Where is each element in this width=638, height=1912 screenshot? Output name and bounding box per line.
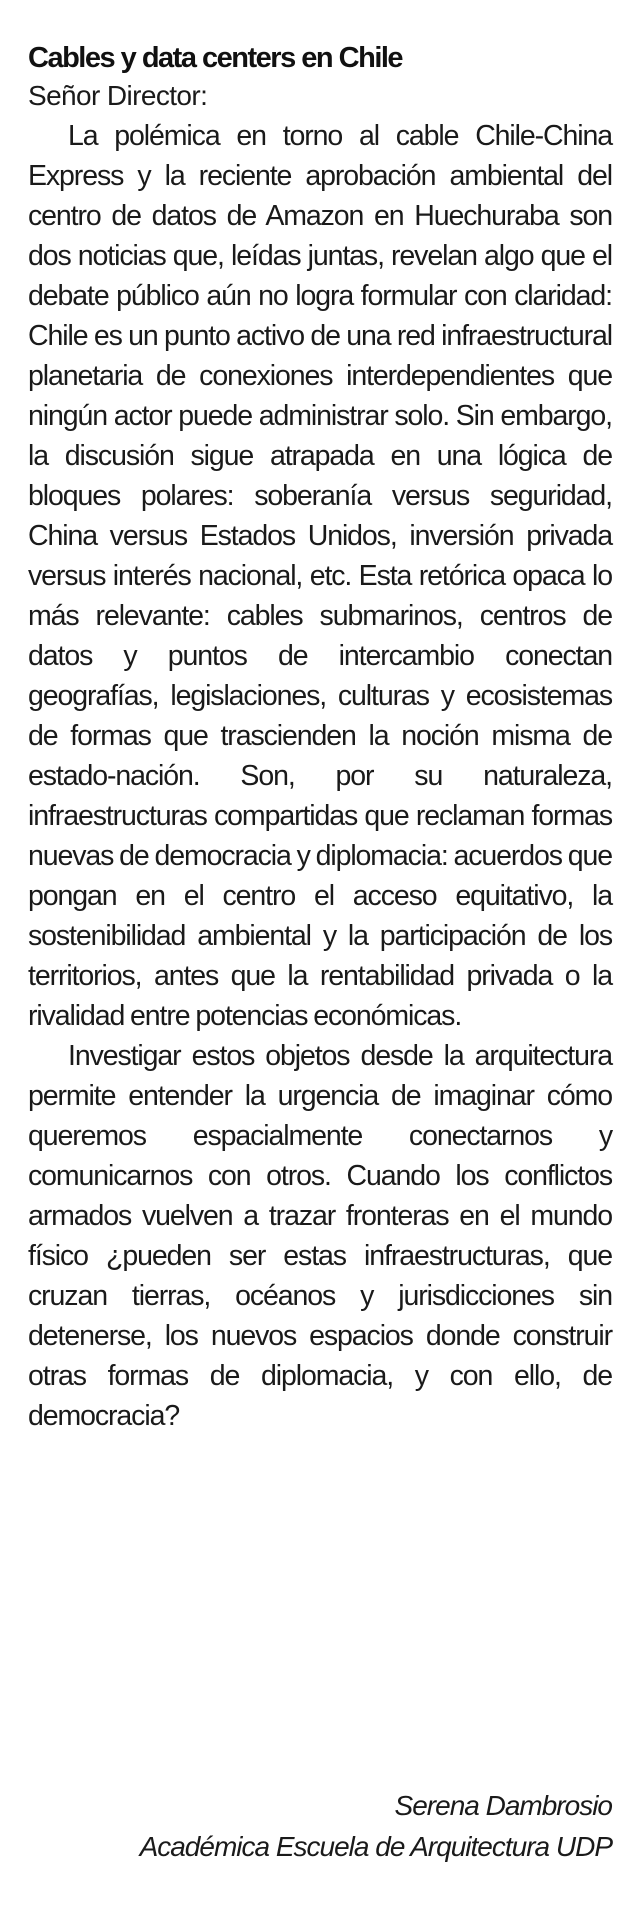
letter-paragraph-2: Investigar estos objetos desde la arquitectura permite entender la urgencia de imaginar cómo queremos espacialmente conectarnos y comunicarnos con otros. Cuando los conflictos armados vuelven a trazar fronteras en el mundo físico ¿pueden ser estas infraestructuras, que cruzan tierras, océanos y jurisdicciones sin detenerse, los nuevos espacios donde construir otras formas de diplomacia, y con ello, de democracia?	[28, 1040, 612, 1432]
letter-salutation: Señor Director:	[28, 80, 208, 111]
signature-block	[140, 1785, 612, 1867]
signature-name: Serena Dambrosio	[394, 1790, 612, 1821]
letter-headline: Cables y data centers en Chile	[28, 42, 403, 74]
letter-paragraph-1: La polémica en torno al cable Chile-China Express y la reciente aprobación ambiental del centro de datos de Amazon en Huechuraba son dos noticias que, leídas juntas, revelan algo que el debate público aún no logra formular con claridad: Chile es un punto activo de una red infraestructural planetaria de conexiones interdependientes que ningún actor puede administrar solo. Sin embargo, la discusión sigue atrapada en una lógica de bloques polares: soberanía versus seguridad, China versus Estados Unidos, inversión privada versus interés nacional, etc. Esta retórica opaca lo más relevante: cables submarinos, centros de datos y puntos de intercambio conectan geografías, legislaciones, culturas y ecosistemas de formas que trascienden la noción misma de estado-nación. Son, por su naturaleza, infraestructuras compartidas que reclaman formas nuevas de democracia y diplomacia: acuerdos que pongan en el centro el acceso equitativo, la sostenibilidad ambiental y la participación de los territorios, antes que la rentabilidad privada o la rivalidad entre potencias económicas.	[28, 120, 612, 1032]
letter-article	[28, 40, 612, 1436]
signature-title: Académica Escuela de Arquitectura UDP	[139, 1831, 612, 1862]
